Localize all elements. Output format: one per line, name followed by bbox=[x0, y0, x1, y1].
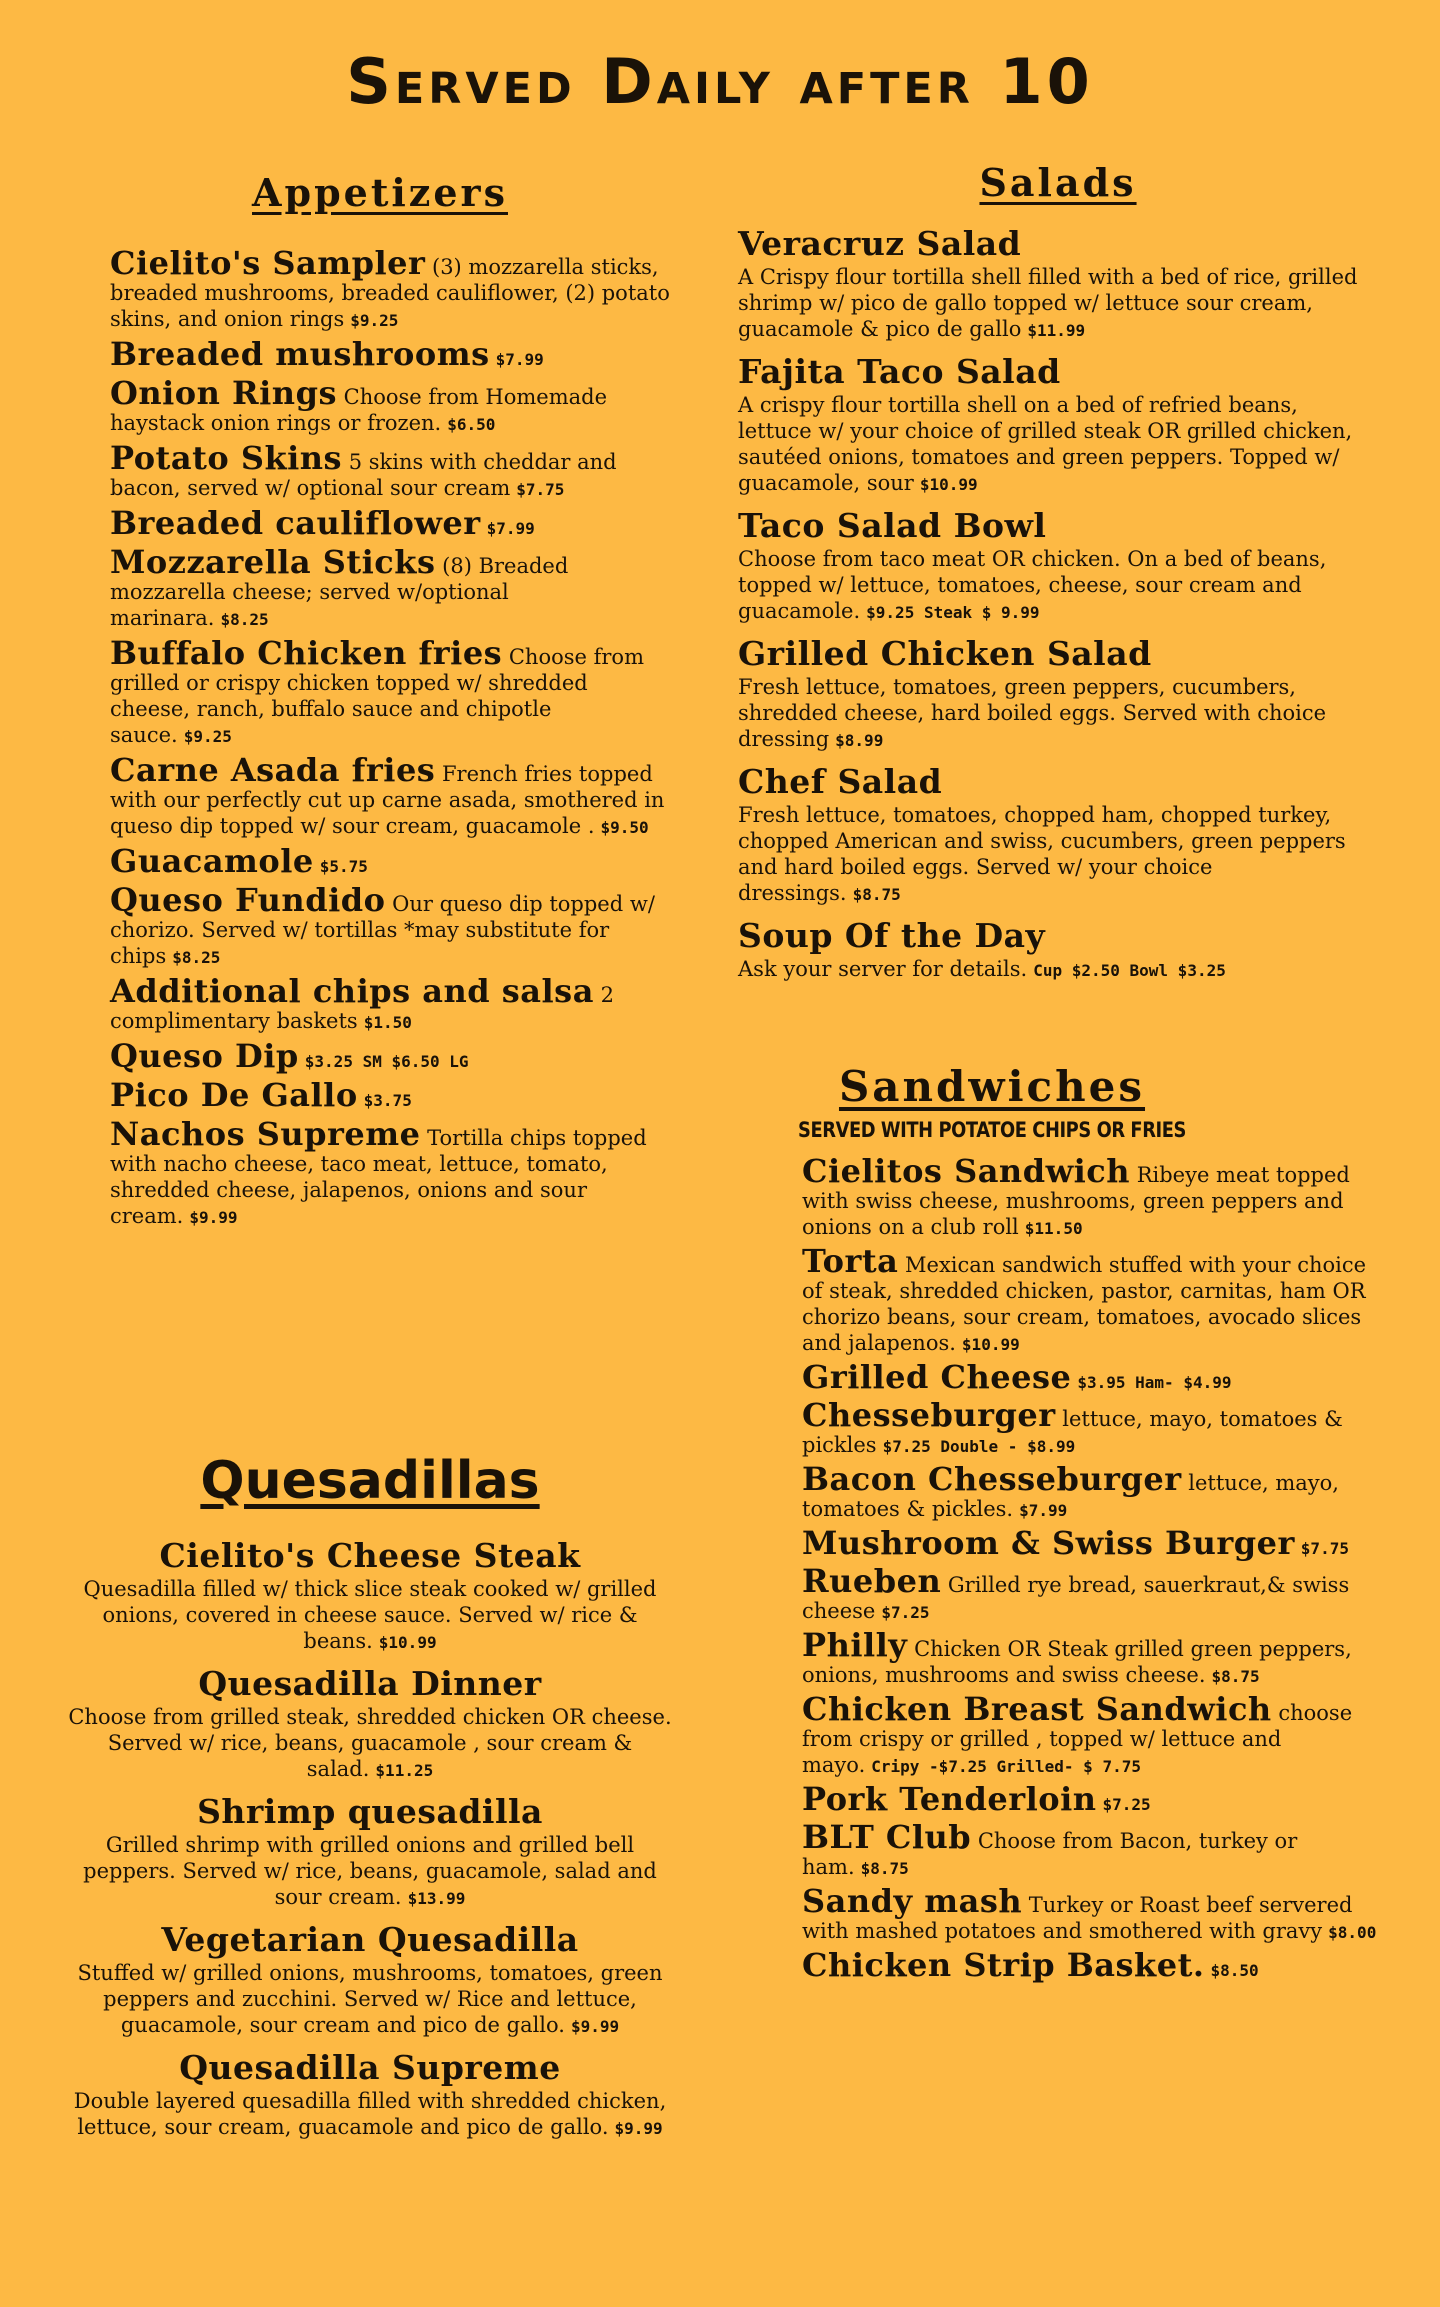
menu-item-price: $8.50 bbox=[1210, 1961, 1259, 1981]
menu-item-name: Pork Tenderloin bbox=[802, 1780, 1097, 1819]
menu-item-name: Soup Of the Day bbox=[738, 915, 1046, 955]
menu-item-price: $11.50 bbox=[1024, 1219, 1083, 1239]
menu-item-description: Chicken OR Steak grilled green peppers, onions, mushrooms and swiss cheese. bbox=[802, 1637, 1352, 1688]
menu-item-description: Tortilla chips topped with nacho cheese, taco meat, lettuce, tomato, shredded cheese, jalapenos, onions and sour cream. bbox=[110, 1125, 647, 1228]
menu-item-description: Choose from grilled steak, shredded chicken OR cheese. Served w/ rice, beans, guacamole , sour cream & salad. bbox=[68, 1705, 672, 1782]
menu-item-price: $11.25 bbox=[375, 1761, 434, 1781]
menu-item bbox=[110, 334, 670, 373]
menu-item-name: Queso Fundido bbox=[110, 880, 386, 919]
sandwiches-subheading: SERVED WITH POTATOE CHIPS OR FRIES bbox=[798, 1118, 1186, 1143]
menu-item-price: $9.99 bbox=[614, 2119, 663, 2139]
menu-item-description: Choose from Homemade haystack onion rings or frozen. bbox=[110, 384, 608, 435]
menu-item-price: $8.75 bbox=[852, 884, 901, 904]
menu-item bbox=[738, 506, 1378, 626]
menu-item bbox=[110, 373, 670, 438]
menu-item-name: Fajita Taco Salad bbox=[738, 351, 1061, 391]
menu-item-description: Fresh lettuce, tomatoes, green peppers, cucumbers, shredded cheese, hard boiled eggs. Served with choice dressing bbox=[738, 674, 1327, 751]
menu-item-name: Onion Rings bbox=[110, 373, 337, 412]
menu-item bbox=[60, 2048, 680, 2142]
menu-item-name: Cielito's Cheese Steak bbox=[159, 1536, 581, 1576]
menu-item-description: lettuce, mayo, tomatoes & pickles. bbox=[802, 1471, 1339, 1522]
menu-item-description: lettuce, mayo, tomatoes & pickles bbox=[802, 1407, 1343, 1458]
menu-item-price: $9.99 bbox=[570, 2017, 620, 2037]
menu-item-price: $10.99 bbox=[919, 474, 978, 494]
menu-item-description: Mexican sandwich stuffed with your choice of steak, shredded chicken, pastor, carnitas, ham OR chorizo beans, sour cream, tomatoes, avocado slices and jalapenos. bbox=[802, 1253, 1367, 1356]
page-title: Served Daily after 10 bbox=[346, 45, 1094, 118]
menu-item bbox=[60, 1536, 680, 1656]
menu-item-name: Nachos Supreme bbox=[110, 1114, 421, 1153]
menu-item bbox=[60, 1664, 680, 1784]
menu-item-description: Quesadilla filled w/ thick slice steak cooked w/ grilled onions, covered in cheese sauce. Served w/ rice & beans. bbox=[83, 1577, 657, 1654]
menu-item-name: Quesadilla Supreme bbox=[179, 2048, 561, 2088]
sandwiches-section bbox=[798, 1062, 1392, 1990]
menu-item-price: $3.25 SM $6.50 LG bbox=[304, 1051, 469, 1071]
menu-item-price: $8.25 bbox=[220, 609, 269, 629]
menu-item-name: Veracruz Salad bbox=[738, 223, 1022, 263]
menu-item-description: 2 complimentary baskets bbox=[110, 982, 614, 1033]
menu-item bbox=[802, 1626, 1392, 1690]
menu-item bbox=[110, 542, 670, 633]
menu-item-price: $7.25 Double - $8.99 bbox=[882, 1437, 1076, 1457]
menu-item-name: Breaded cauliflower bbox=[110, 503, 481, 542]
menu-item-description: A Crispy flour tortilla shell filled with a bed of rice, grilled shrimp w/ pico de gallo topped w/ lettuce sour cream, guacamole & pico de gallo bbox=[738, 264, 1358, 341]
salad-list bbox=[738, 224, 1378, 984]
menu-item-name: Vegetarian Quesadilla bbox=[161, 1920, 579, 1960]
menu-item bbox=[60, 1792, 680, 1912]
menu-item bbox=[110, 880, 670, 971]
menu-item-price: $9.50 bbox=[600, 817, 649, 837]
menu-item bbox=[802, 1242, 1392, 1358]
menu-item bbox=[738, 634, 1378, 754]
menu-item-name: Queso Dip bbox=[110, 1036, 299, 1075]
menu-item bbox=[110, 503, 670, 542]
menu-item bbox=[110, 750, 670, 841]
menu-item-description: Choose from grilled or crispy chicken topped w/ shredded cheese, ranch, buffalo sauce and chipotle sauce. bbox=[110, 644, 644, 747]
menu-item-name: Chicken Breast Sandwich bbox=[802, 1690, 1272, 1729]
menu-item bbox=[110, 243, 670, 334]
menu-item bbox=[738, 224, 1378, 344]
menu-item-description: Ask your server for details. bbox=[738, 956, 1028, 981]
menu-item-name: Chesseburger bbox=[802, 1396, 1056, 1435]
menu-item-name: Grilled Cheese bbox=[802, 1358, 1072, 1397]
menu-item-description: A crispy flour tortilla shell on a bed of refried beans, lettuce w/ your choice of grilled steak OR grilled chicken, sautéed onions, tomatoes and green peppers. Topped w/ guacamole, sour bbox=[738, 392, 1353, 495]
menu-item-name: Cielito's Sampler bbox=[110, 243, 426, 282]
menu-item-name: Additional chips and salsa bbox=[110, 971, 594, 1010]
menu-item bbox=[802, 1460, 1392, 1524]
menu-item-price: $10.99 bbox=[961, 1335, 1020, 1355]
menu-item-price: $7.99 bbox=[486, 518, 535, 538]
menu-item bbox=[802, 1946, 1392, 1985]
menu-item bbox=[738, 352, 1378, 498]
appetizers-heading: Appetizers bbox=[252, 170, 508, 215]
menu-item-name: Guacamole bbox=[110, 841, 314, 880]
menu-item-price: $9.25 Steak $ 9.99 bbox=[866, 602, 1040, 622]
menu-item bbox=[802, 1780, 1392, 1819]
menu-item-description: (3) mozzarella sticks, breaded mushrooms, breaded cauliflower, (2) potato skins, and onion rings bbox=[110, 254, 670, 331]
menu-item-name: Cielitos Sandwich bbox=[802, 1152, 1131, 1191]
menu-item-price: $3.95 Ham- $4.99 bbox=[1077, 1373, 1232, 1393]
quesadilla-list bbox=[60, 1536, 680, 2142]
menu-item-price: $6.50 bbox=[447, 414, 496, 434]
menu-item-description: Our queso dip topped w/ chorizo. Served w/ tortillas *may substitute for chips bbox=[110, 891, 655, 968]
menu-item-price: $7.75 bbox=[1300, 1539, 1349, 1559]
menu-item-description: 5 skins with cheddar and bacon, served w/ optional sour cream bbox=[110, 449, 617, 500]
salads-heading: Salads bbox=[979, 160, 1137, 205]
menu-item-price: $8.25 bbox=[172, 947, 221, 967]
menu-item-price: $9.25 bbox=[350, 310, 399, 330]
menu-item bbox=[110, 1075, 670, 1114]
menu-item bbox=[802, 1818, 1392, 1882]
menu-item-price: $11.99 bbox=[1027, 320, 1086, 340]
menu-item-name: Philly bbox=[802, 1626, 908, 1665]
menu-item-name: Mushroom & Swiss Burger bbox=[802, 1524, 1295, 1563]
menu-item bbox=[60, 1920, 680, 2040]
salads-section bbox=[738, 160, 1378, 992]
menu-item-description: Fresh lettuce, tomatoes, chopped ham, chopped turkey, chopped American and swiss, cucumbers, green peppers and hard boiled eggs. Served w/ your choice dressings. bbox=[738, 802, 1346, 905]
menu-item-name: Sandy mash bbox=[802, 1882, 1023, 1921]
menu-item-name: Buffalo Chicken fries bbox=[110, 633, 503, 672]
menu-item-description: Choose from taco meat OR chicken. On a bed of beans, topped w/ lettuce, tomatoes, cheese, sour cream and guacamole. bbox=[738, 546, 1327, 623]
menu-item-description: choose from crispy or grilled , topped w/ lettuce and mayo. bbox=[802, 1701, 1353, 1778]
appetizers-section bbox=[110, 160, 670, 1238]
menu-item-price: $9.99 bbox=[189, 1207, 238, 1227]
menu-item-description: Choose from Bacon, turkey or ham. bbox=[802, 1829, 1298, 1880]
menu-item-price: $7.25 bbox=[881, 1603, 930, 1623]
menu-item bbox=[738, 916, 1378, 984]
menu-item bbox=[110, 1114, 670, 1231]
menu-item-price: Cripy -$7.25 Grilled- $ 7.75 bbox=[871, 1757, 1141, 1777]
menu-item-name: Chicken Strip Basket. bbox=[802, 1946, 1205, 1985]
menu-item bbox=[110, 633, 670, 750]
menu-item-price: $13.99 bbox=[407, 1889, 466, 1909]
menu-item-price: $5.75 bbox=[319, 856, 368, 876]
menu-item-name: Chef Salad bbox=[738, 761, 943, 801]
menu-item bbox=[738, 762, 1378, 908]
quesadillas-heading: Quesadillas bbox=[200, 1451, 540, 1511]
menu-item bbox=[802, 1562, 1392, 1626]
menu-item-name: Bacon Chesseburger bbox=[802, 1460, 1182, 1499]
menu-item bbox=[802, 1358, 1392, 1397]
menu-item-name: Mozzarella Sticks bbox=[110, 542, 436, 581]
menu-item-name: Torta bbox=[802, 1242, 899, 1281]
menu-item-description: Grilled rye bread, sauerkraut,& swiss cheese bbox=[802, 1573, 1350, 1624]
sandwich-list bbox=[802, 1152, 1392, 1985]
menu-item-price: $8.75 bbox=[860, 1859, 909, 1879]
menu-item-name: BLT Club bbox=[802, 1818, 972, 1857]
menu-item-price: $7.75 bbox=[516, 479, 565, 499]
menu-item-price: $10.99 bbox=[378, 1633, 437, 1653]
menu-item-name: Quesadilla Dinner bbox=[198, 1664, 542, 1704]
menu-item-price: $3.75 bbox=[363, 1090, 412, 1110]
menu-item-price: $8.00 bbox=[1328, 1923, 1377, 1943]
menu-item-name: Potato Skins bbox=[110, 438, 343, 477]
menu-item-description: Ribeye meat topped with swiss cheese, mushrooms, green peppers and onions on a club roll bbox=[802, 1163, 1350, 1240]
sandwiches-heading: Sandwiches bbox=[838, 1062, 1146, 1111]
menu-item-price: Cup $2.50 Bowl $3.25 bbox=[1033, 960, 1226, 980]
menu-item bbox=[110, 841, 670, 880]
menu-item-name: Shrimp quesadilla bbox=[197, 1792, 543, 1832]
menu-item bbox=[110, 971, 670, 1036]
menu-item-price: $7.99 bbox=[1019, 1501, 1068, 1521]
menu-item-price: $7.25 bbox=[1102, 1795, 1151, 1815]
menu-item-description: Turkey or Roast beef servered with mashed potatoes and smothered with gravy bbox=[802, 1893, 1353, 1944]
menu-item-price: $7.99 bbox=[495, 349, 544, 369]
menu-item-name: Taco Salad Bowl bbox=[738, 505, 1047, 545]
menu-item-price: $1.50 bbox=[363, 1012, 412, 1032]
menu-item bbox=[802, 1882, 1392, 1946]
menu-item bbox=[802, 1152, 1392, 1242]
menu-item bbox=[802, 1690, 1392, 1780]
menu-item bbox=[802, 1524, 1392, 1563]
menu-item-name: Breaded mushrooms bbox=[110, 334, 490, 373]
menu-item-description: (8) Breaded mozzarella cheese; served w/optional marinara. bbox=[110, 553, 569, 630]
menu-item-name: Grilled Chicken Salad bbox=[738, 633, 1152, 673]
menu-item bbox=[110, 1036, 670, 1075]
menu-item-price: $8.99 bbox=[835, 730, 884, 750]
menu-item-description: Grilled shrimp with grilled onions and grilled bell peppers. Served w/ rice, beans, guacamole, salad and sour cream. bbox=[83, 1833, 657, 1910]
menu-item-name: Carne Asada fries bbox=[110, 750, 436, 789]
menu-item-price: $8.75 bbox=[1211, 1667, 1260, 1687]
quesadillas-section bbox=[60, 1440, 680, 2150]
menu-item bbox=[110, 438, 670, 503]
menu-item-description: Double layered quesadilla filled with shredded chicken, lettuce, sour cream, guacamole and pico de gallo. bbox=[73, 2089, 667, 2140]
menu-item bbox=[802, 1396, 1392, 1460]
appetizer-list bbox=[110, 243, 670, 1231]
menu-item-name: Rueben bbox=[802, 1562, 942, 1601]
menu-item-price: $9.25 bbox=[183, 726, 232, 746]
menu-item-description: French fries topped with our perfectly cut up carne asada, smothered in queso dip topped w/ sour cream, guacamole . bbox=[110, 761, 665, 838]
menu-item-description: Stuffed w/ grilled onions, mushrooms, tomatoes, green peppers and zucchini. Served w/ Rice and lettuce, guacamole, sour cream and pico de gallo. bbox=[77, 1961, 663, 2038]
menu-item-name: Pico De Gallo bbox=[110, 1075, 358, 1114]
